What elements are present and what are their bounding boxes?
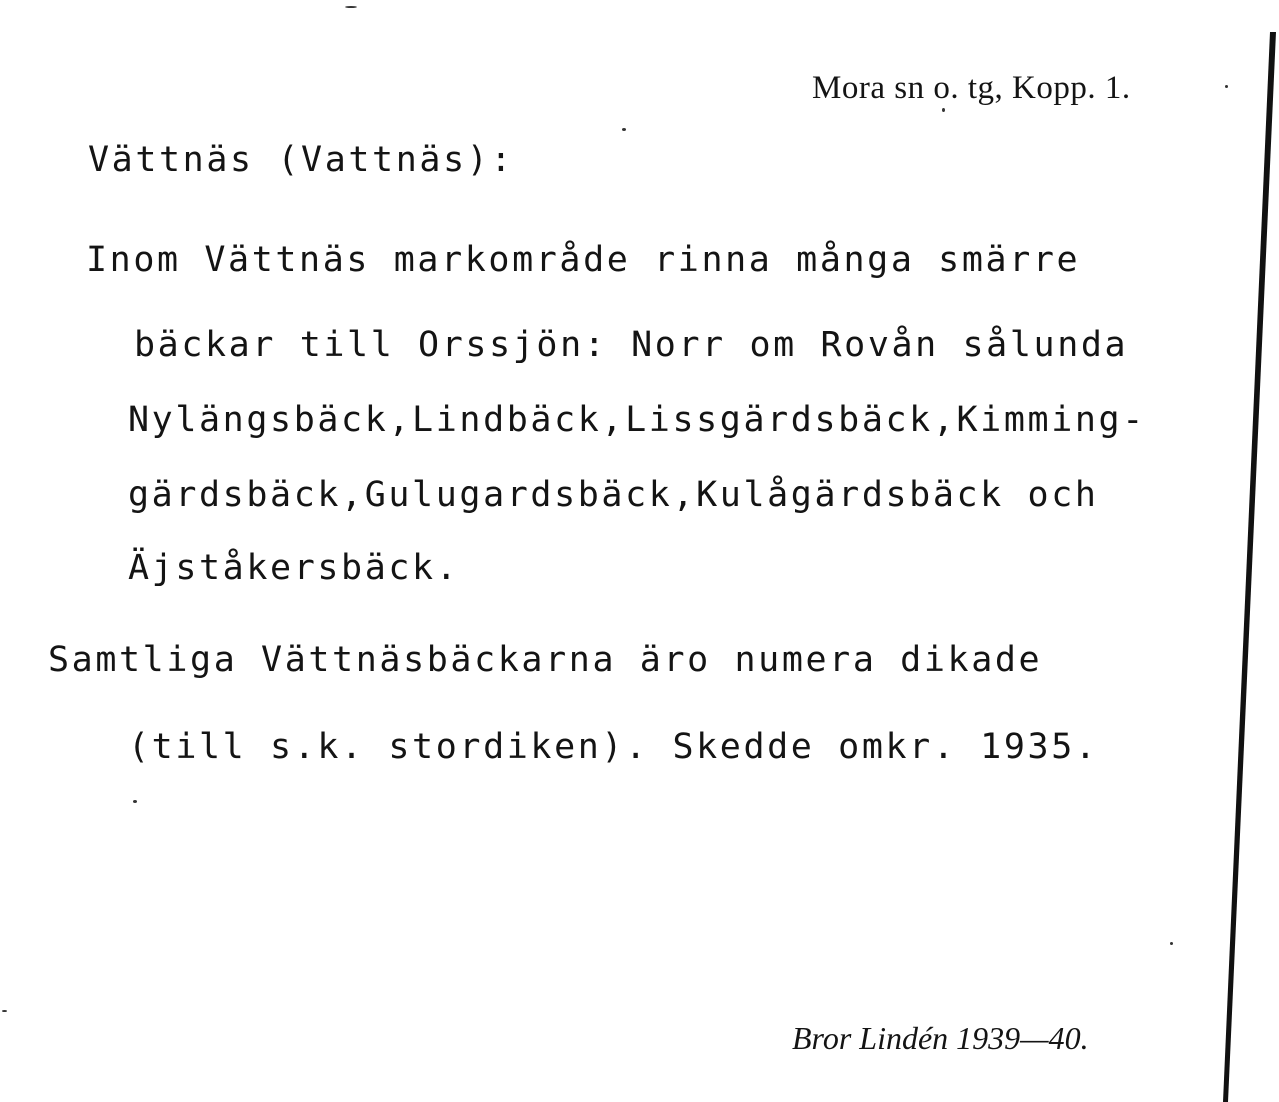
scan-speck [2,1010,7,1012]
scan-speck [1170,942,1173,945]
entry-heading: Vättnäs (Vattnäs): [88,140,515,180]
scan-speck [133,800,137,803]
paragraph-1-line-3: Nylängsbäck,Lindbäck,Lissgärdsbäck,Kimming- [128,400,1146,440]
paragraph-2-line-1: Samtliga Vättnäsbäckarna äro numera dikade [48,640,1043,680]
card-edge-line [1222,32,1279,1102]
scan-speck [1225,85,1228,88]
parish-reference: Mora sn o. tg, Kopp. 1. [812,70,1131,106]
author-signature: Bror Lindén 1939—40. [792,1020,1089,1056]
paragraph-1-line-4: gärdsbäck,Gulugardsbäck,Kulågärdsbäck och [128,475,1099,515]
paragraph-1-line-5: Äjståkersbäck. [128,548,460,588]
scan-speck [942,108,945,112]
paragraph-1-line-2: bäckar till Orssjön: Norr om Rovån sålunda [134,325,1129,365]
paragraph-2-line-2: (till s.k. stordiken). Skedde omkr. 1935. [128,727,1099,767]
paragraph-1-line-1: Inom Vättnäs markområde rinna många smärre [86,240,1081,280]
scan-speck [345,6,357,8]
scan-speck [622,128,626,131]
